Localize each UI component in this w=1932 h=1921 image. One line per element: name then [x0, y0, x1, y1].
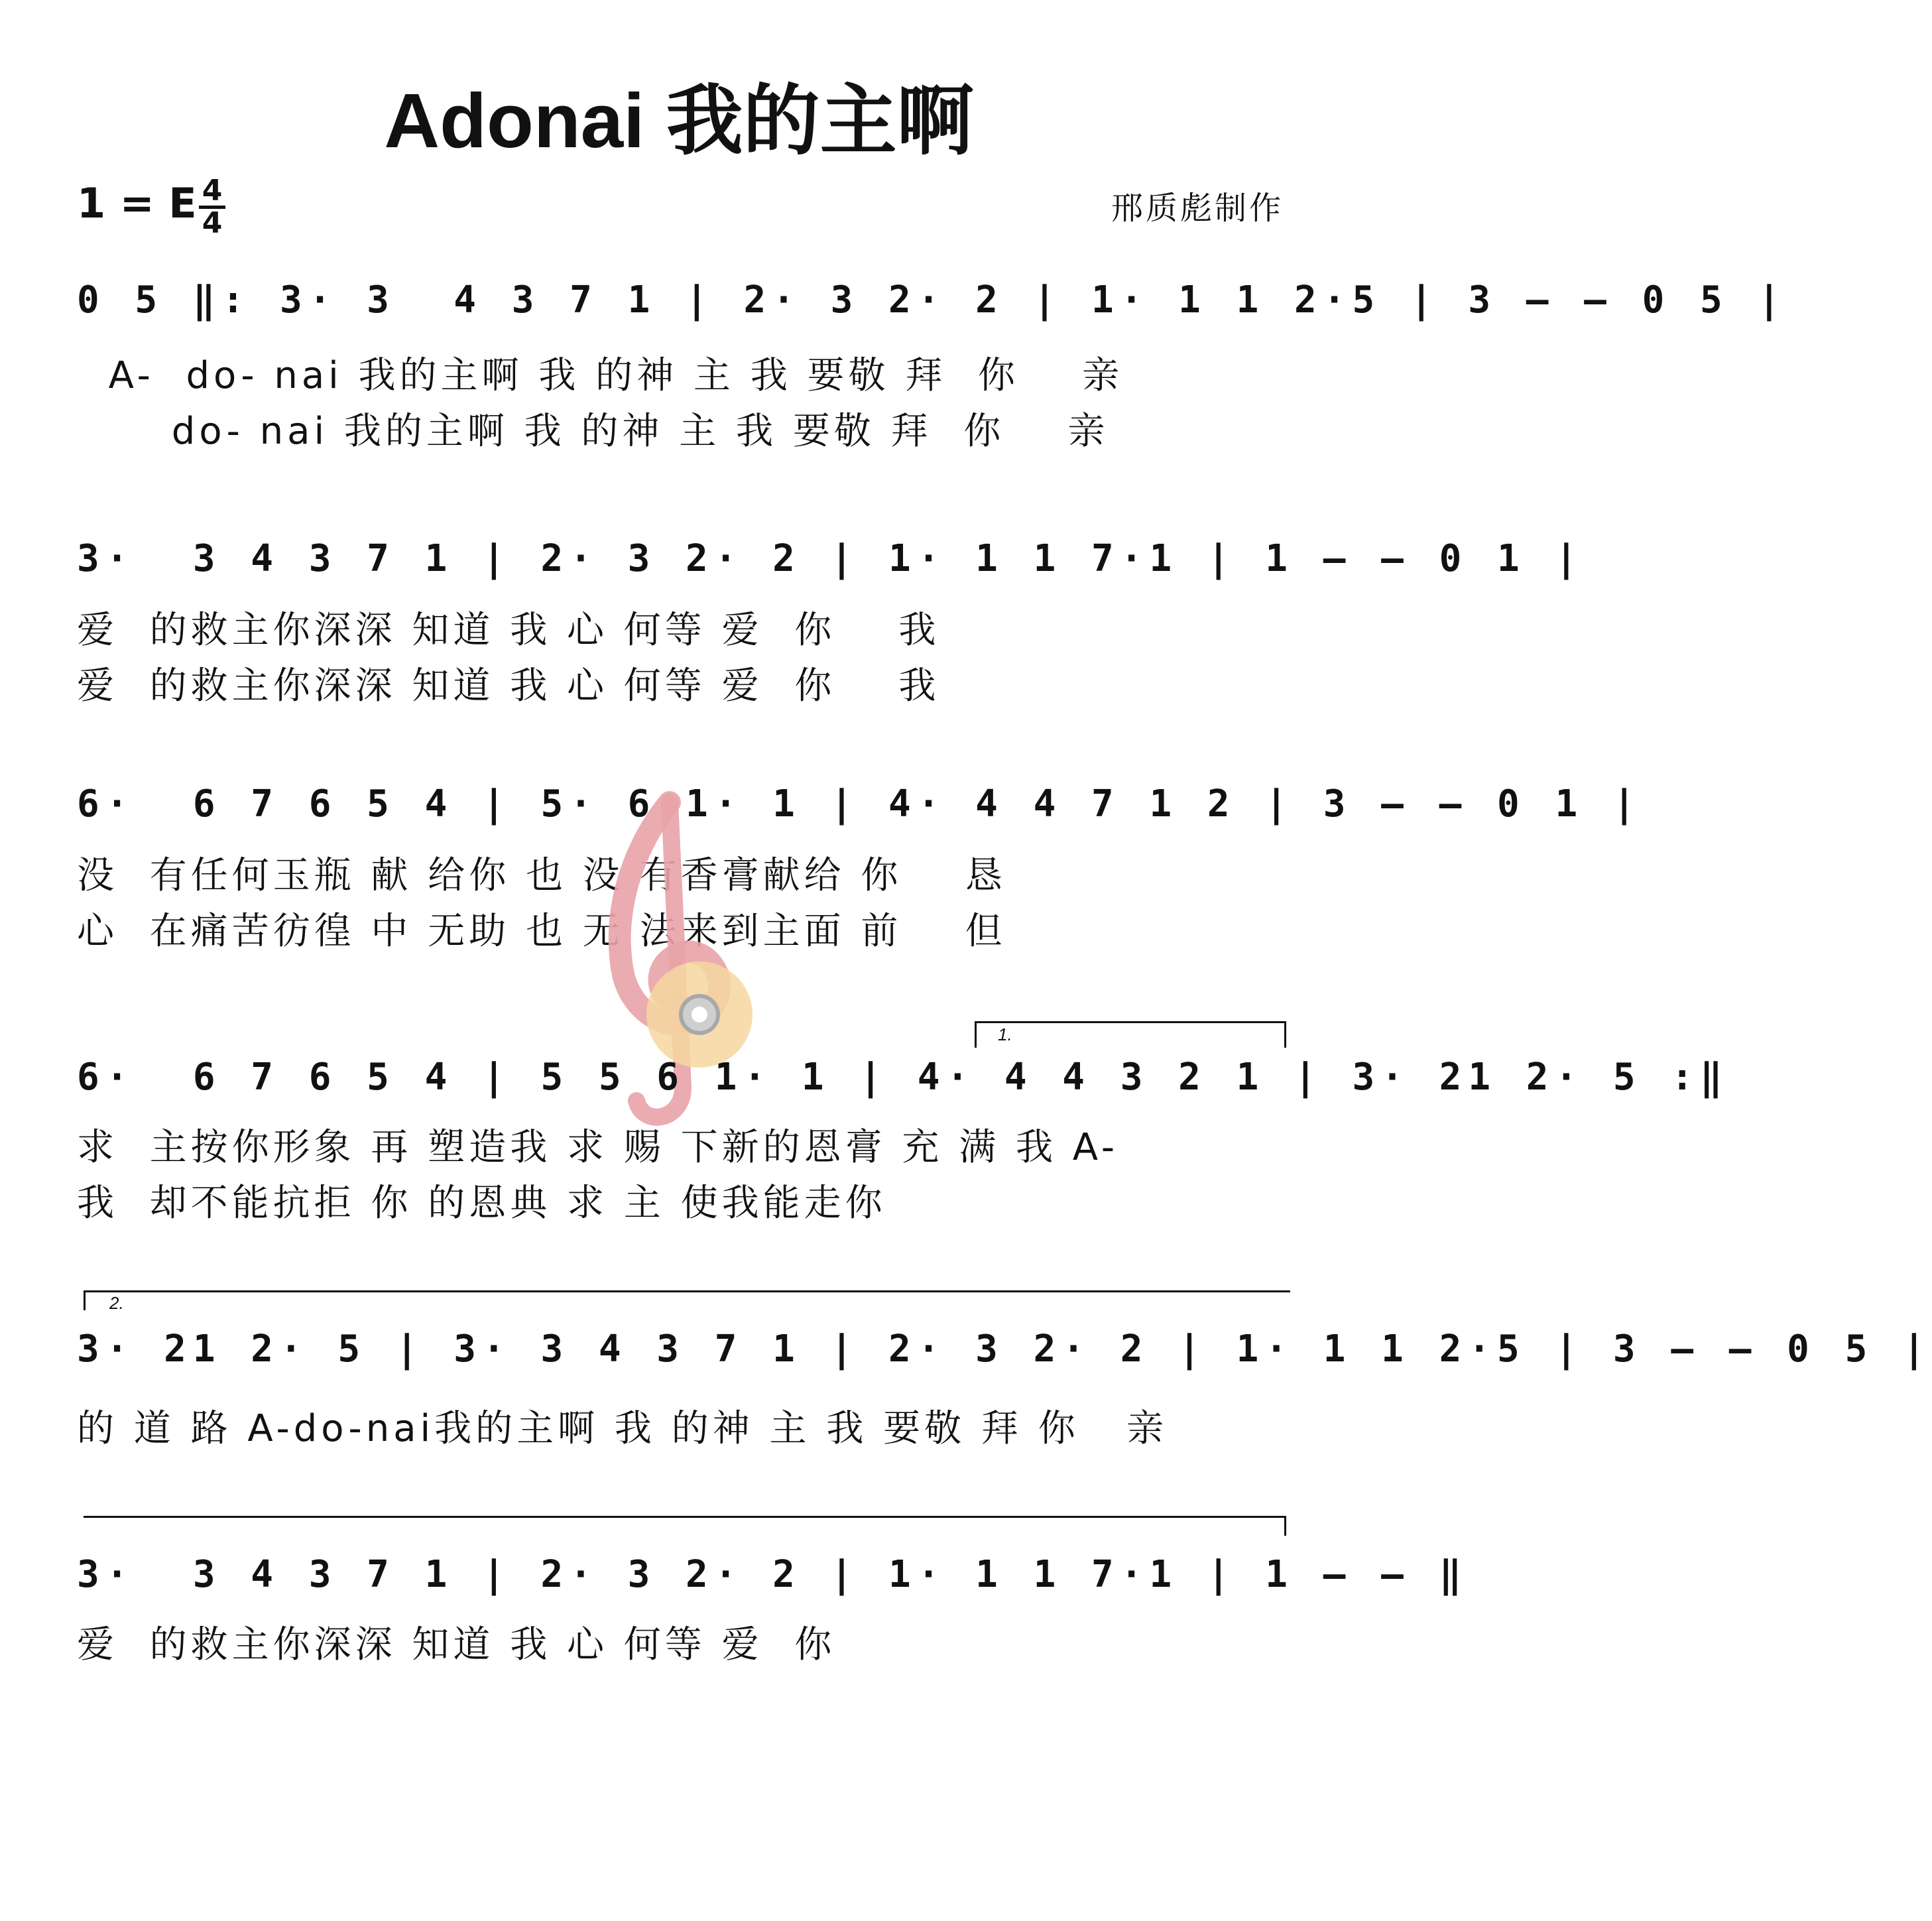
notation-line: 6· 6 7 6 5 4 | 5 5 6 1· 1 | 4· 4 4 3 2 1 | 3· 21 2· 5 :‖: [77, 1056, 1729, 1099]
notation-line: 0 5 ‖: 3· 3 4 3 7 1 | 2· 3 2· 2 | 1· 1 1 2·5 | 3 – – 0 5 |: [77, 279, 1787, 322]
notation-line: 6· 6 7 6 5 4 | 5· 6 1· 1 | 4· 4 4 7 1 2 | 3 – – 0 1 |: [77, 782, 1642, 826]
lyric-line: 没 有任何玉瓶 献 给你 也 没 有香膏献给 你 恳: [77, 854, 1006, 897]
volta-number-1: 1.: [998, 1024, 1012, 1044]
coda-rule-end: [1284, 1516, 1286, 1536]
notation-line: 3· 3 4 3 7 1 | 2· 3 2· 2 | 1· 1 1 7·1 | 1 – – ‖: [77, 1553, 1469, 1596]
lyric-line: 爱 的救主你深深 知道 我 心 何等 爱 你 我: [77, 609, 940, 652]
lyric-line: A- do- nai 我的主啊 我 的神 主 我 要敬 拜 你 亲: [77, 354, 1124, 397]
volta-bracket-1-right: [1284, 1021, 1286, 1048]
author-credit: 邢质彪制作: [1111, 190, 1284, 227]
volta-bracket-2-left: [84, 1290, 86, 1310]
lyric-line: 心 在痛苦彷徨 中 无助 也 无 法来到主面 前 但: [77, 910, 1006, 953]
time-signature-denominator: 4: [202, 206, 223, 240]
volta-number-2: 2.: [109, 1293, 124, 1313]
time-signature: [199, 176, 225, 238]
notation-line: 3· 3 4 3 7 1 | 2· 3 2· 2 | 1· 1 1 7·1 | 1 – – 0 1 |: [77, 537, 1585, 580]
volta-bracket-1: [975, 1021, 1286, 1023]
lyric-line: do- nai 我的主啊 我 的神 主 我 要敬 拜 你 亲: [77, 410, 1109, 453]
lyric-line: 的 道 路 A-do-nai我的主啊 我 的神 主 我 要敬 拜 你 亲: [77, 1407, 1168, 1450]
key-signature: 1 = E: [77, 179, 197, 227]
lyric-line: 爱 的救主你深深 知道 我 心 何等 爱 你: [77, 1623, 836, 1666]
page-title: Adonai 我的主啊: [384, 78, 974, 164]
notation-line: 3· 21 2· 5 | 3· 3 4 3 7 1 | 2· 3 2· 2 | 1· 1 1 2·5 | 3 – – 0 5 |: [77, 1328, 1932, 1371]
lyric-line: 我 却不能抗拒 你 的恩典 求 主 使我能走你: [77, 1182, 886, 1225]
volta-bracket-1-left: [975, 1021, 977, 1048]
time-signature-numerator: 4: [199, 176, 225, 209]
lyric-line: 爱 的救主你深深 知道 我 心 何等 爱 你 我: [77, 664, 940, 708]
volta-bracket-2: [84, 1290, 1290, 1292]
lyric-line: 求 主按你形象 再 塑造我 求 赐 下新的恩膏 充 满 我 A-: [77, 1126, 1119, 1169]
coda-rule: [84, 1516, 1286, 1518]
